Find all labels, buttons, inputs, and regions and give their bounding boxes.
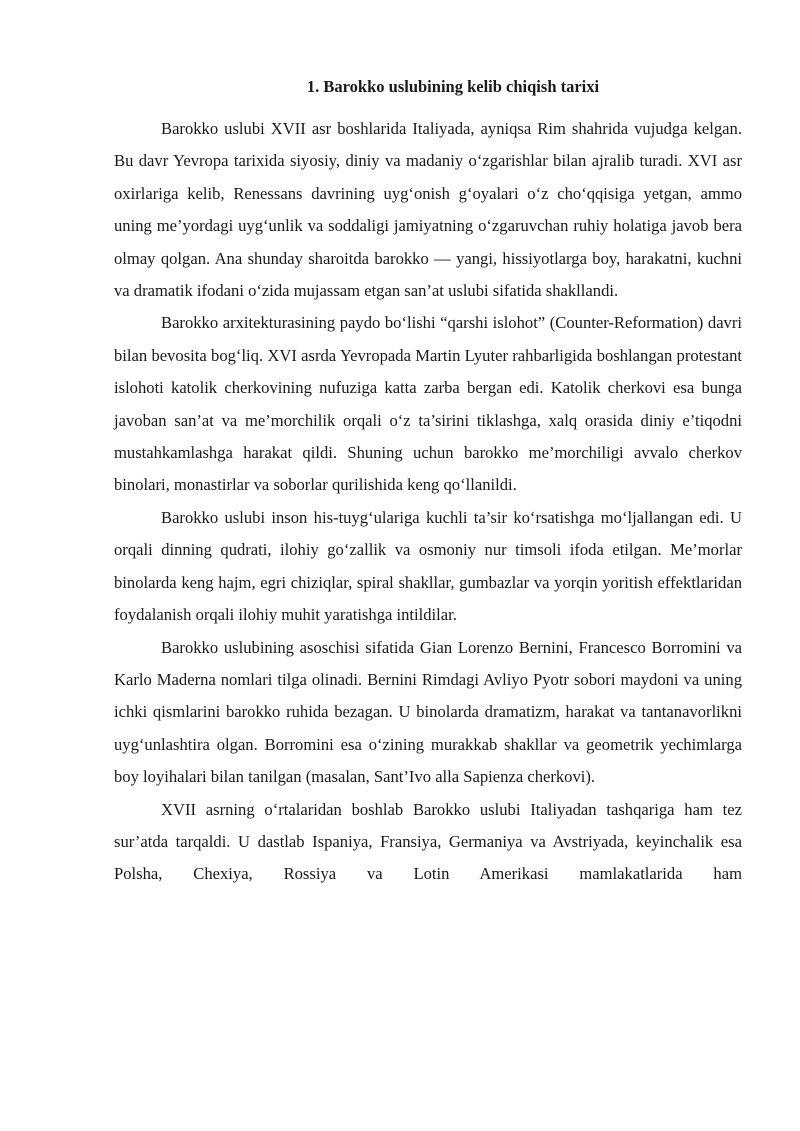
paragraph-origin: Barokko uslubi XVII asr boshlarida Italiyada, ayniqsa Rim shahrida vujudga kelgan. Bu davr Yevropa tarixida siyosiy, diniy va madaniy o‘zgarishlar bilan ajralib turadi. XVI asr oxirlariga kelib, Renessans davrining uyg‘onish g‘oyalari o‘z cho‘qqisiga yetgan, ammo uning me’yordagi uyg‘unlik va soddaligi jamiyatning o‘zgaruvchan ruhiy holatiga javob bera olmay qolgan. Ana shunday sharoitda barokko — yangi, hissiyotlarga boy, harakatni, kuchni va dramatik ifodani o‘zida mujassam etgan san’at uslubi sifatida shakllandi.	[114, 119, 742, 301]
paragraph-spread: XVII asrning o‘rtalaridan boshlab Barokko uslubi Italiyadan tashqariga ham tez sur’atda tarqaldi. U dastlab Ispaniya, Fransiya, Germaniya va Avstriyada, keyinchalik esa Polsha, Chexiya, Rossiya va Lotin Amerikasi mamlakatlarida ham	[114, 799, 742, 884]
paragraph-counter-reformation: Barokko arxitekturasining paydo bo‘lishi “qarshi islohot” (Counter-Reformation) davri bilan bevosita bog‘liq. XVI asrda Yevropada Martin Lyuter rahbarligida boshlangan protestant islohoti katolik cherkovining nufuziga katta zarba bergan edi. Katolik cherkovi esa bunga javoban san’at va me’morchilik orqali o‘z ta’sirini tiklashga, xalq orasida diniy e’tiqodni mustahkamlashga harakat qildi. Shuning uchun barokko me’morchiligi avvalo cherkov binolari, monastirlar va soborlar qurilishida keng qo‘llanildi.	[114, 313, 742, 495]
page-title: 1. Barokko uslubining kelib chiqish tarixi	[306, 77, 600, 96]
paragraph-founders: Barokko uslubining asoschisi sifatida Gian Lorenzo Bernini, Francesco Borromini va Karlo Maderna nomlari tilga olinadi. Bernini Rimdagi Avliyo Pyotr sobori maydoni va uning ichki qismlarini barokko ruhida bezagan. U binolarda dramatizm, harakat va tantanavorlikni uyg‘unlashtira olgan. Borromini esa o‘zining murakkab shakllar va geometrik yechimlarga boy loyihalari bilan tanilgan (masalan, Sant’Ivo alla Sapienza cherkovi).	[114, 637, 742, 787]
paragraph-emotional-impact: Barokko uslubi inson his-tuyg‘ulariga kuchli ta’sir ko‘rsatishga mo‘ljallangan edi. U orqali dinning qudrati, ilohiy go‘zallik va osmoniy nur timsoli ifoda etilgan. Me’morlar binolarda keng hajm, egri chiziqlar, spiral shakllar, gumbazlar va yorqin yoritish effektlaridan foydalanish orqali ilohiy muhit yaratishga intildilar.	[114, 507, 742, 625]
document-body	[114, 113, 742, 891]
